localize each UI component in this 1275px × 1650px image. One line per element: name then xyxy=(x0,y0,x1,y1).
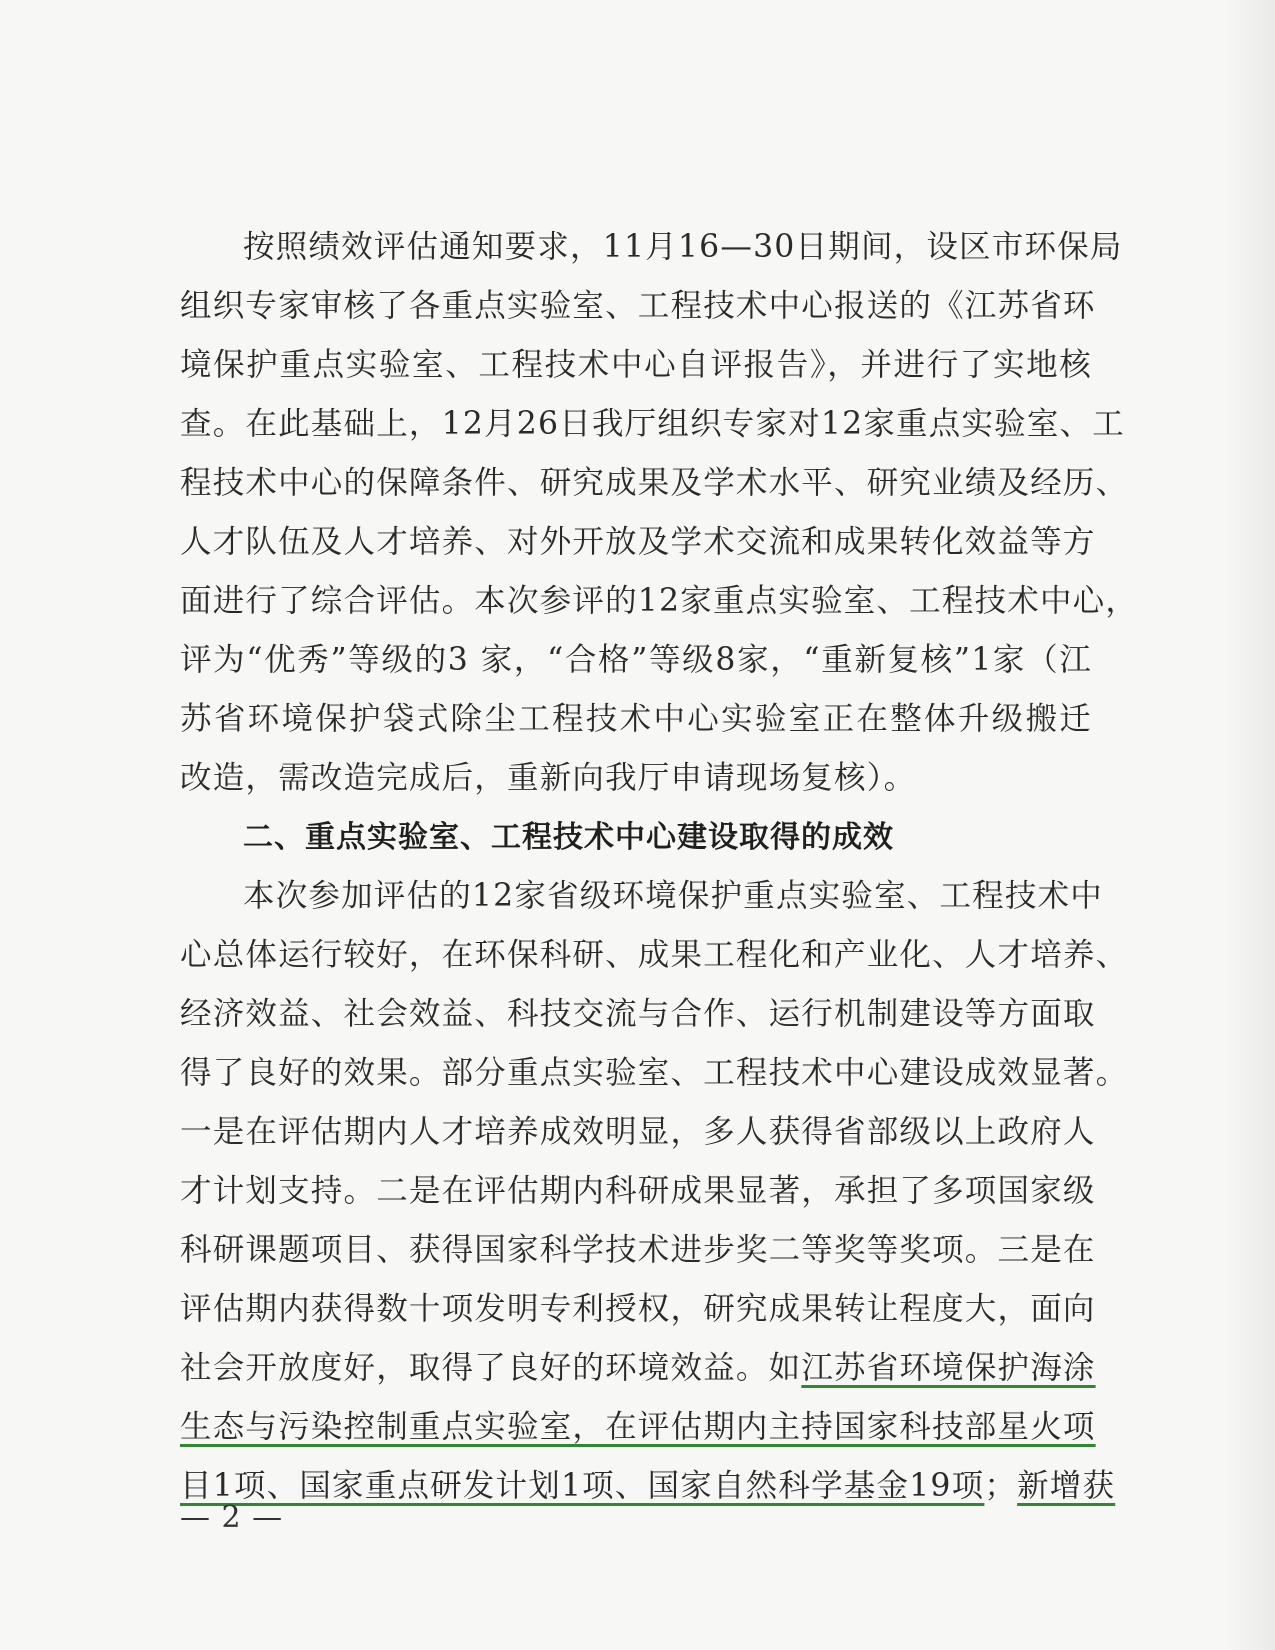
underlined-text: 目1项、国家重点研发计划1项、国家自然科学基金19项 xyxy=(180,1468,985,1504)
paragraph-line xyxy=(180,1398,1096,1457)
paragraph-line xyxy=(180,1457,1116,1516)
section-heading: 二、重点实验室、工程技术中心建设取得的成效 xyxy=(243,820,894,855)
paragraph-line: 一是在评估期内人才培养成效明显，多人获得省部级以上政府人 xyxy=(180,1114,1096,1150)
paragraph-line: 本次参加评估的12家省级环境保护重点实验室、工程技术中 xyxy=(243,878,1103,914)
page-number: — 2 — xyxy=(180,1500,284,1535)
paragraph-line: 境保护重点实验室、工程技术中心自评报告》，并进行了实地核 xyxy=(180,347,1092,383)
paragraph-line: 人才队伍及人才培养、对外开放及学术交流和成果转化效益等方 xyxy=(180,524,1096,560)
paragraph-line: 苏省环境保护袋式除尘工程技术中心实验室正在整体升级搬迁 xyxy=(180,701,1092,737)
underlined-text: 生态与污染控制重点实验室，在评估期内主持国家科技部星火项 xyxy=(180,1409,1096,1445)
paragraph-line: 组织专家审核了各重点实验室、工程技术中心报送的《江苏省环 xyxy=(180,288,1096,324)
underlined-text: 江苏省环境保护海涂 xyxy=(801,1350,1096,1386)
paragraph-line: 评为“优秀”等级的3 家，“合格”等级8家，“重新复核”1家（江 xyxy=(180,642,1092,678)
page-edge-shadow xyxy=(1225,0,1275,1650)
paragraph-line: 心总体运行较好，在环保科研、成果工程化和产业化、人才培养、 xyxy=(180,937,1129,973)
underlined-text: 新增获 xyxy=(1017,1468,1116,1504)
paragraph-line xyxy=(180,1339,1096,1398)
paragraph-line: 得了良好的效果。部分重点实验室、工程技术中心建设成效显著。 xyxy=(180,1055,1129,1091)
document-body xyxy=(180,218,1139,1516)
paragraph-line: 查。在此基础上，12月26日我厅组织专家对12家重点实验室、工 xyxy=(180,406,1125,442)
plain-text: 社会开放度好，取得了良好的环境效益。如 xyxy=(180,1350,802,1386)
plain-text: ； xyxy=(984,1468,1018,1504)
paragraph-line: 按照绩效评估通知要求，11月16—30日期间，设区市环保局 xyxy=(243,229,1123,265)
paragraph-line: 科研课题项目、获得国家科学技术进步奖二等奖等奖项。三是在 xyxy=(180,1232,1096,1268)
paragraph-line: 面进行了综合评估。本次参评的12家重点实验室、工程技术中心， xyxy=(180,583,1139,619)
paragraph-line: 经济效益、社会效益、科技交流与合作、运行机制建设等方面取 xyxy=(180,996,1096,1032)
paragraph-line: 程技术中心的保障条件、研究成果及学术水平、研究业绩及经历、 xyxy=(180,465,1129,501)
paragraph-line: 改造，需改造完成后，重新向我厅申请现场复核）。 xyxy=(180,760,917,796)
paragraph-line: 评估期内获得数十项发明专利授权，研究成果转让程度大，面向 xyxy=(180,1291,1096,1327)
paragraph-line: 才计划支持。二是在评估期内科研成果显著，承担了多项国家级 xyxy=(180,1173,1096,1209)
